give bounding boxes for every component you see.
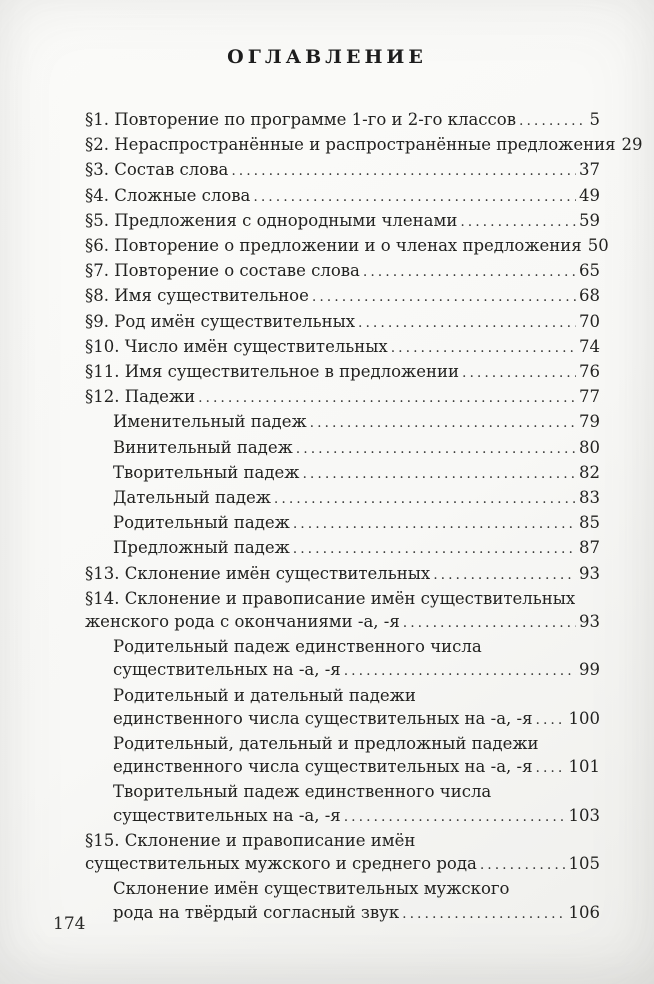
toc-entry-page: 93 <box>579 612 600 632</box>
toc-entry <box>85 587 600 610</box>
toc-entry <box>85 829 600 852</box>
toc-entry <box>85 511 600 536</box>
toc-entry <box>85 108 600 133</box>
dot-leader <box>296 436 576 461</box>
toc-entry <box>85 610 600 635</box>
toc-entry-page: 50 <box>587 236 609 256</box>
toc-entry-text: Именительный падеж <box>113 412 307 432</box>
dot-leader <box>433 562 576 587</box>
dot-leader <box>402 901 565 926</box>
toc-entry-text: рода на твёрдый согласный звук <box>113 902 400 922</box>
toc-entry-text: §13. Склонение имён существительных <box>85 563 431 583</box>
toc-entry <box>85 486 600 511</box>
toc-entry-text: §15. Склонение и правописание имён <box>85 830 416 850</box>
dot-leader <box>363 259 576 284</box>
toc-entry <box>85 804 600 829</box>
dot-leader <box>344 658 576 683</box>
dot-leader <box>310 410 576 435</box>
toc-entry <box>85 635 600 658</box>
dot-leader <box>293 511 576 536</box>
toc-entry-page: 83 <box>579 488 600 508</box>
dot-leader <box>312 284 576 309</box>
toc-entry-text: единственного числа существительных на -а, -я <box>113 708 533 728</box>
dot-leader <box>536 755 566 780</box>
toc-entry-page: 100 <box>568 708 600 728</box>
toc-entry-text: §5. Предложения с однородными членами <box>85 210 458 230</box>
toc-entry-page: 37 <box>579 160 600 180</box>
toc-entry-page: 59 <box>579 210 600 230</box>
toc-entry-text: Предложный падеж <box>113 538 290 558</box>
toc-entry <box>85 755 600 780</box>
toc-entry-text: Творительный падеж <box>113 462 300 482</box>
toc-entry <box>85 133 643 158</box>
toc-entry-text: существительных на -а, -я <box>113 660 341 680</box>
toc-entry-text: Винительный падеж <box>113 437 293 457</box>
toc-entry-text: Дательный падеж <box>113 488 271 508</box>
toc-entry-text: §8. Имя существительное <box>85 286 309 306</box>
toc-entry <box>85 360 600 385</box>
toc-entry <box>85 410 600 435</box>
toc-entry-page: 101 <box>568 757 600 777</box>
toc-entry-page: 77 <box>579 387 600 407</box>
toc-entry <box>85 385 600 410</box>
toc-entry <box>85 158 600 183</box>
toc-entry-text: §9. Род имён существительных <box>85 311 356 331</box>
toc-entry <box>85 780 600 803</box>
dot-leader <box>231 158 576 183</box>
toc-entry-page: 80 <box>579 437 600 457</box>
toc-entry <box>85 234 609 259</box>
dot-leader <box>358 310 576 335</box>
dot-leader <box>519 108 583 133</box>
toc-entry-page: 106 <box>568 902 600 922</box>
toc-entry-page: 76 <box>579 362 600 382</box>
dot-leader <box>302 461 576 486</box>
toc-entry <box>85 209 600 234</box>
toc-entry-page: 74 <box>579 336 600 356</box>
dot-leader <box>462 360 576 385</box>
toc-entry <box>85 732 600 755</box>
toc-entry <box>85 562 600 587</box>
toc-entry <box>85 707 600 732</box>
toc-entry-text: §12. Падежи <box>85 387 196 407</box>
dot-leader <box>344 804 566 829</box>
toc-entry-page: 103 <box>568 805 600 825</box>
toc-entry-page: 105 <box>568 854 600 874</box>
dot-leader <box>391 335 576 360</box>
toc-entry-page: 65 <box>579 261 600 281</box>
toc-entry-page: 93 <box>579 563 600 583</box>
toc-entry-page: 79 <box>579 412 600 432</box>
toc-entry-text: существительных мужского и среднего рода <box>85 854 477 874</box>
toc-entry <box>85 658 600 683</box>
toc-entry <box>85 335 600 360</box>
toc-entry-text: Склонение имён существительных мужского <box>113 879 510 899</box>
dot-leader <box>460 209 576 234</box>
dot-leader <box>274 486 576 511</box>
toc-entry <box>85 461 600 486</box>
page-title: ОГЛАВЛЕНИЕ <box>227 46 427 68</box>
toc-entry-text: Родительный падеж <box>113 513 290 533</box>
toc-entry-text: Родительный, дательный и предложный падежи <box>113 734 539 754</box>
toc-entry-text: §11. Имя существительное в предложении <box>85 362 459 382</box>
toc-entry <box>85 877 600 900</box>
toc-entry-page: 82 <box>579 462 600 482</box>
toc-entry <box>85 284 600 309</box>
toc-entry-page: 70 <box>579 311 600 331</box>
toc-entry <box>85 436 600 461</box>
toc-entry-text: существительных на -а, -я <box>113 805 341 825</box>
toc-entry <box>85 536 600 561</box>
toc-entry-text: единственного числа существительных на -а, -я <box>113 757 533 777</box>
toc-entry <box>85 852 600 877</box>
toc-entry <box>85 684 600 707</box>
dot-leader <box>253 184 576 209</box>
toc-entry-text: §2. Нераспространённые и распространённые предложения <box>85 135 616 155</box>
dot-leader <box>403 610 576 635</box>
toc-entry-text: §6. Повторение о предложении и о членах предложения <box>85 236 582 256</box>
dot-leader <box>198 385 576 410</box>
dot-leader <box>293 536 576 561</box>
toc-entry-text: §7. Повторение о составе слова <box>85 261 360 281</box>
toc-entry <box>85 310 600 335</box>
toc-entry-text: Родительный и дательный падежи <box>113 685 416 705</box>
toc-entry-page: 49 <box>579 185 600 205</box>
toc-entry-page: 29 <box>621 135 643 155</box>
footer-page-number: 174 <box>53 914 86 934</box>
toc-entry-page: 68 <box>579 286 600 306</box>
toc-entry-page: 85 <box>579 513 600 533</box>
dot-leader <box>480 852 566 877</box>
toc-entry-text: Родительный падеж единственного числа <box>113 637 482 657</box>
toc-entry-page: 99 <box>579 660 600 680</box>
toc-entry-text: §14. Склонение и правописание имён существительных <box>85 588 576 608</box>
toc-entry <box>85 901 600 926</box>
toc-entry-text: §1. Повторение по программе 1-го и 2-го классов <box>85 110 517 129</box>
toc-entry-page: 5 <box>589 110 600 129</box>
toc-entry-text: женского рода с окончаниями -а, -я <box>85 612 400 632</box>
dot-leader <box>536 707 566 732</box>
toc-entry-text: §10. Число имён существительных <box>85 336 388 356</box>
toc-entry-text: §3. Состав слова <box>85 160 229 180</box>
toc-entry-text: Творительный падеж единственного числа <box>113 782 492 802</box>
toc-entry-text: §4. Сложные слова <box>85 185 251 205</box>
toc-list <box>0 108 654 926</box>
toc-entry <box>85 184 600 209</box>
toc-entry <box>85 259 600 284</box>
toc-entry-page: 87 <box>579 538 600 558</box>
